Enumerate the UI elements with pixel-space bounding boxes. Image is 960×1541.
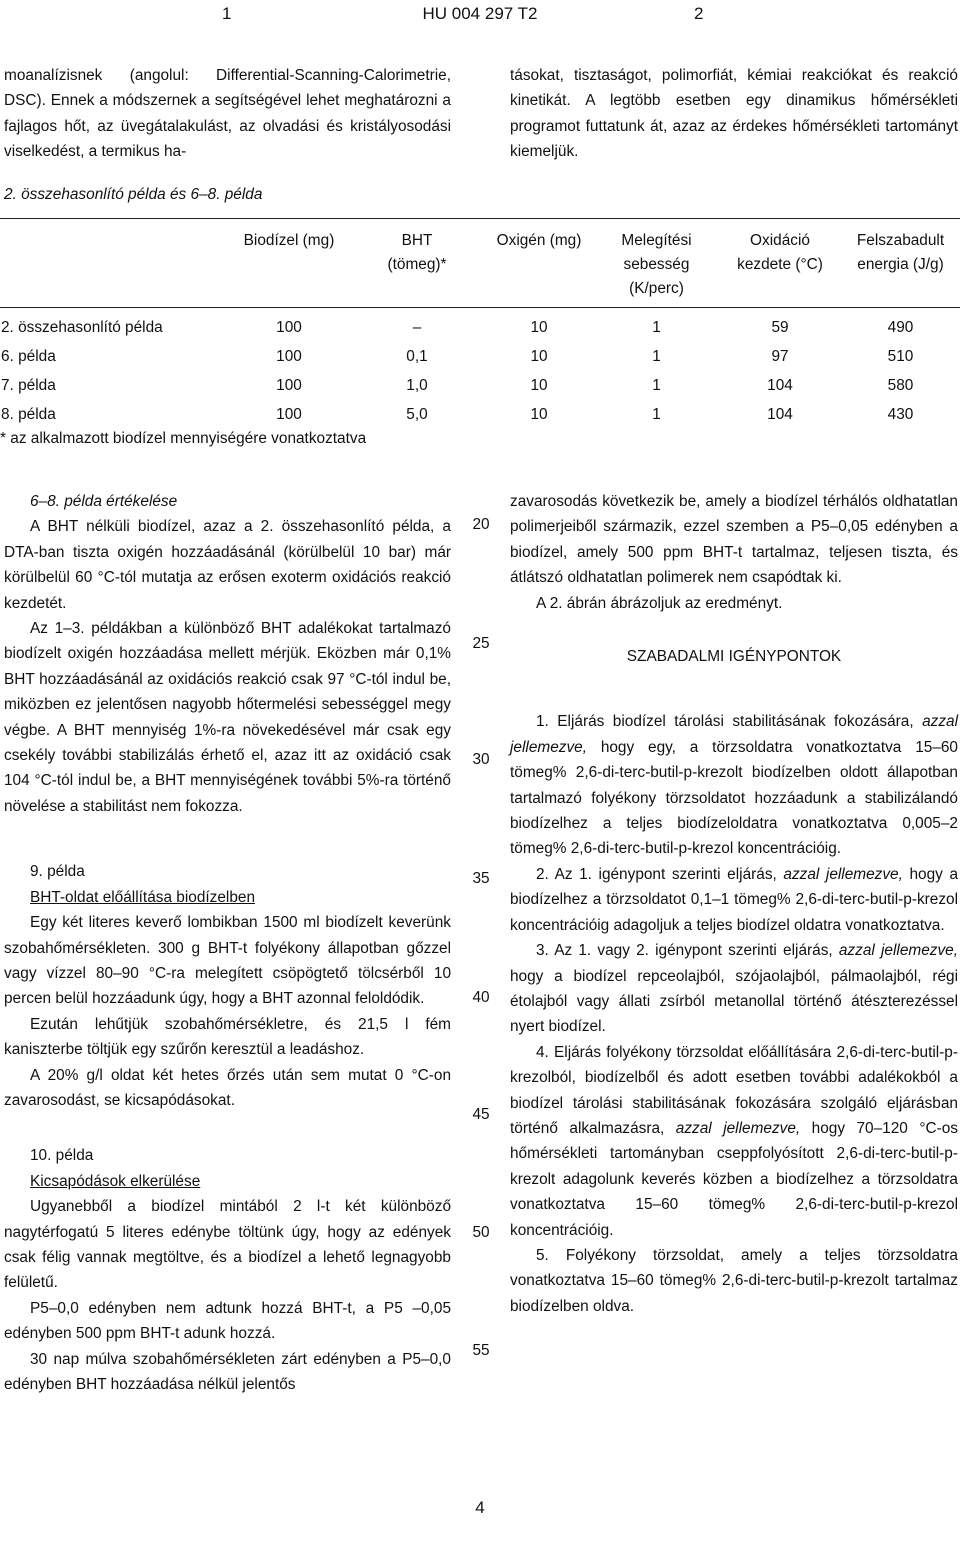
line-number: 50 xyxy=(472,1224,490,1241)
table-cell: 97 xyxy=(771,347,789,365)
table-cell: 510 xyxy=(887,347,914,365)
table-cell: 100 xyxy=(276,405,302,423)
claim-4-text-b: hogy 70–120 °C-os hőmérsékleti tartományban cseppfolyósított 2,6-di-terc-butil-p-krezolt adagolunk keverés közben a biodízelhez a törzsoldatra vonatkoztatva 15–60 tömeg% 2,6-di-terc-butil-p-krezol koncentrációig. xyxy=(510,1119,958,1239)
table-cell: 104 xyxy=(767,376,793,394)
table-cell: 100 xyxy=(276,376,302,394)
page-number: 4 xyxy=(475,1498,485,1517)
intro-left-text: moanalízisnek (angolul: Differential-Scanning-Calorimetrie, DSC). Ennek a módszernek a segítségével lehet meghatározni a fajlagos hőt, az üvegátalakulást, az olvadási és kristályosodási viselkedést, a termikus ha- xyxy=(4,67,451,161)
example-9-paragraph-1: Egy két literes keverő lombikban 1500 ml biodízelt keverünk szobahőmérsékleten. 300 g BHT-t folyékony állapotban gőzzel vagy vízzel 80–90 °C-ra melegített csöpögtető tölcsérből 10 percen belül hozzáadunk úgy, hogy a BHT azonnal feloldódik. xyxy=(4,914,451,1008)
line-number: 35 xyxy=(472,870,490,887)
table-cell: 10 xyxy=(530,318,548,336)
header-patent-number: HU 004 297 T2 xyxy=(422,4,538,23)
line-number: 30 xyxy=(472,751,490,768)
table-row xyxy=(0,400,960,429)
claim-2 xyxy=(510,862,958,938)
example-9-number: 9. példa xyxy=(30,863,85,881)
claim-1-text-b: hogy egy, a törzsoldatra vonatkoztatva 15–60 tömeg% 2,6-di-terc-butil-p-krezolt biodízelben oldott állapotban tartalmazó folyékony törzsoldatot hozzáadunk a stabilizálandó biodízelhez a teljes biodízeloldatra vonatkoztatva 0,005–2 tömeg% 2,6-di-terc-butil-p-krezol koncentrációig. xyxy=(510,738,958,858)
table-cell: 1 xyxy=(652,405,661,423)
table-header-row xyxy=(0,219,960,308)
table-cell: 100 xyxy=(276,318,302,336)
table-row xyxy=(0,308,960,343)
table-row-label: 8. példa xyxy=(1,405,56,423)
claim-3-text-a: 3. Az 1. vagy 2. igénypont szerinti eljárás, xyxy=(536,942,833,960)
table-row xyxy=(0,342,960,371)
example-10-paragraph-1: Ugyanebből a biodízel mintából 2 l-t két különböző nagytérfogatú 5 literes edénybe töltünk úgy, hogy az edények csak félig vannak megtöltve, és a biodízel a lehető legnagyobb felületű. xyxy=(4,1198,451,1292)
line-number: 55 xyxy=(472,1342,490,1359)
line-number: 40 xyxy=(472,989,490,1006)
claims-title: SZABADALMI IGÉNYPONTOK xyxy=(626,648,842,666)
right-column xyxy=(510,489,958,1319)
table-footnote: * az alkalmazott biodízel mennyiségére vonatkoztatva xyxy=(0,430,367,447)
claim-1-characterized: azzal jellemezve, xyxy=(510,713,958,756)
example-10-number: 10. példa xyxy=(30,1147,94,1165)
example-6-8-paragraph-1: A BHT nélküli biodízel, azaz a 2. összehasonlító példa, a DTA-ban tiszta oxigén hozzáadásánál (körülbelül 10 bar) már körülbelül 60 °C-tól mutatja az erősen exoterm oxidációs reakció kezdetét. xyxy=(4,518,451,612)
table-caption: 2. összehasonlító példa és 6–8. példa xyxy=(4,186,263,203)
claim-4-characterized: azzal jellemezve, xyxy=(675,1119,801,1137)
table-cell: 1 xyxy=(652,318,661,336)
table-cell: 490 xyxy=(887,318,914,336)
table-cell: 1,0 xyxy=(406,376,428,394)
table-header-heating-rate: Melegítési sebesség (K/perc) xyxy=(594,219,719,308)
table-cell: 430 xyxy=(887,405,914,423)
claim-1 xyxy=(510,709,958,861)
table-cell: 10 xyxy=(530,347,548,365)
example-10-title: Kicsapódások elkerülése xyxy=(30,1172,201,1190)
table-row-label: 7. példa xyxy=(1,376,56,394)
example-10-paragraph-2: P5–0,0 edényben nem adtunk hozzá BHT-t, a P5 –0,05 edényben 500 ppm BHT-t adunk hozzá. xyxy=(4,1299,451,1343)
table-row xyxy=(0,371,960,400)
left-column xyxy=(4,489,451,1397)
intro-left-column xyxy=(4,63,451,165)
header-right-number: 2 xyxy=(694,4,704,23)
example-9-title: BHT-oldat előállítása biodízelben xyxy=(30,888,256,906)
table-cell: – xyxy=(412,318,422,336)
table-header-oxygen: Oxigén (mg) xyxy=(484,219,594,308)
table-cell: 580 xyxy=(887,376,914,394)
claim-5: 5. Folyékony törzsoldat, amely a teljes törzsoldatra vonatkoztatva 15–60 tömeg% 2,6-di-terc-butil-p-krezolt tartalmaz biodízelben oldva. xyxy=(510,1246,958,1315)
table-cell: 10 xyxy=(530,376,548,394)
example-6-8-paragraph-2: Az 1–3. példákban a különböző BHT adalékokat tartalmazó biodízelt oxigén hozzáadása mellett mérjük. Eközben már 0,1% BHT hozzáadásánál az oxidációs reakció csak 97 °C-tól indul be, miközben ez jelentősen nagyobb hőtermelési sebességgel megy végbe. A BHT mennyiség 1%-ra növekedésével már csak egy csekély további stabilizálás érhető el, azaz itt az oxidáció csak 104 °C-tól indul be, a BHT mennyiségének további 5%-ra történő növelése a stabilitást nem fokozza. xyxy=(4,620,451,815)
claim-4 xyxy=(510,1040,958,1243)
table-cell: 10 xyxy=(530,405,548,423)
claim-3-text-b: hogy a biodízel repceolajból, szójaolajból, pálmaolajból, régi étolajból vagy állati zsírból metanollal történő átészterezéssel nyert biodízel. xyxy=(510,967,958,1036)
table-cell: 0,1 xyxy=(406,347,428,365)
table-header-energy: Felszabadult energia (J/g) xyxy=(841,219,960,308)
claim-2-characterized: azzal jellemezve, xyxy=(783,865,903,883)
table-cell: 104 xyxy=(767,405,793,423)
line-number: 45 xyxy=(472,1106,490,1123)
header-left-number: 1 xyxy=(222,4,232,23)
intro-right-text: tásokat, tisztaságot, polimorfiát, kémiai reakciókat és reakció kinetikát. A legtöbb esetben egy dinamikus hőmérsékleti programot futtatunk át, azaz az érdekes hőmérsékleti tartományt kiemeljük. xyxy=(510,67,958,161)
table-cell: 1 xyxy=(652,376,661,394)
table-row-label: 6. példa xyxy=(1,347,56,365)
line-number: 20 xyxy=(472,516,490,533)
table-header-biodiesel: Biodízel (mg) xyxy=(228,219,350,308)
example-10-paragraph-3: 30 nap múlva szobahőmérsékleten zárt edényben a P5–0,0 edényben BHT hozzáadása nélkül jelentős xyxy=(4,1350,451,1393)
claim-1-text-a: 1. Eljárás biodízel tárolási stabilitásának fokozására, xyxy=(536,713,914,731)
claim-2-text-b: hogy a biodízelhez a törzsoldatot 0,1–1 tömeg% 2,6-di-terc-butil-p-krezol koncentrációig adagoljuk a teljes biodízel oldatra vonatkoztatva. xyxy=(510,865,958,934)
table-header-oxidation-onset: Oxidáció kezdete (°C) xyxy=(719,219,841,308)
table-row-label: 2. összehasonlító példa xyxy=(1,318,163,336)
line-number: 25 xyxy=(472,635,490,652)
table-cell: 1 xyxy=(652,347,661,365)
example-9-paragraph-3: A 20% g/l oldat két hetes őrzés után sem mutat 0 °C-on zavarosodást, se kicsapódásokat. xyxy=(4,1066,451,1109)
table-header-bht: BHT (tömeg)* xyxy=(350,219,484,308)
table-header-label xyxy=(0,219,228,308)
claim-2-text-a: 2. Az 1. igénypont szerinti eljárás, xyxy=(536,865,777,883)
table-cell: 100 xyxy=(276,347,302,365)
intro-right-column xyxy=(510,63,958,165)
results-table xyxy=(0,218,960,429)
claim-3-characterized: azzal jellemezve, xyxy=(838,942,958,960)
claim-3 xyxy=(510,938,958,1040)
example-6-8-title: 6–8. példa értékelése xyxy=(30,493,178,510)
claim-4-text-a: 4. Eljárás folyékony törzsoldat előállítására 2,6-di-terc-butil-p-krezolból, biodízelből és adott esetben további adalékokból a biodízel tárolási stabilitásának fokozására szolgáló eljárásban történő alkalmazásra, xyxy=(510,1043,958,1137)
table-cell: 5,0 xyxy=(406,405,428,423)
figure-reference: A 2. ábrán ábrázoljuk az eredményt. xyxy=(536,594,783,612)
example-9-paragraph-2: Ezután lehűtjük szobahőmérsékletre, és 21,5 l fém kaniszterbe töltjük egy szűrőn keresztül a leadáshoz. xyxy=(4,1015,451,1059)
continued-paragraph: zavarosodás következik be, amely a biodízel térhálós oldhatatlan polimerjeiből származik, ezzel szemben a P5–0,05 edényben a biodízel, amely 500 ppm BHT-t tartalmaz, teljesen tiszta, és átlátszó oldhatatlan polimerek nem csapódtak ki. xyxy=(510,493,958,587)
table-cell: 59 xyxy=(771,318,789,336)
